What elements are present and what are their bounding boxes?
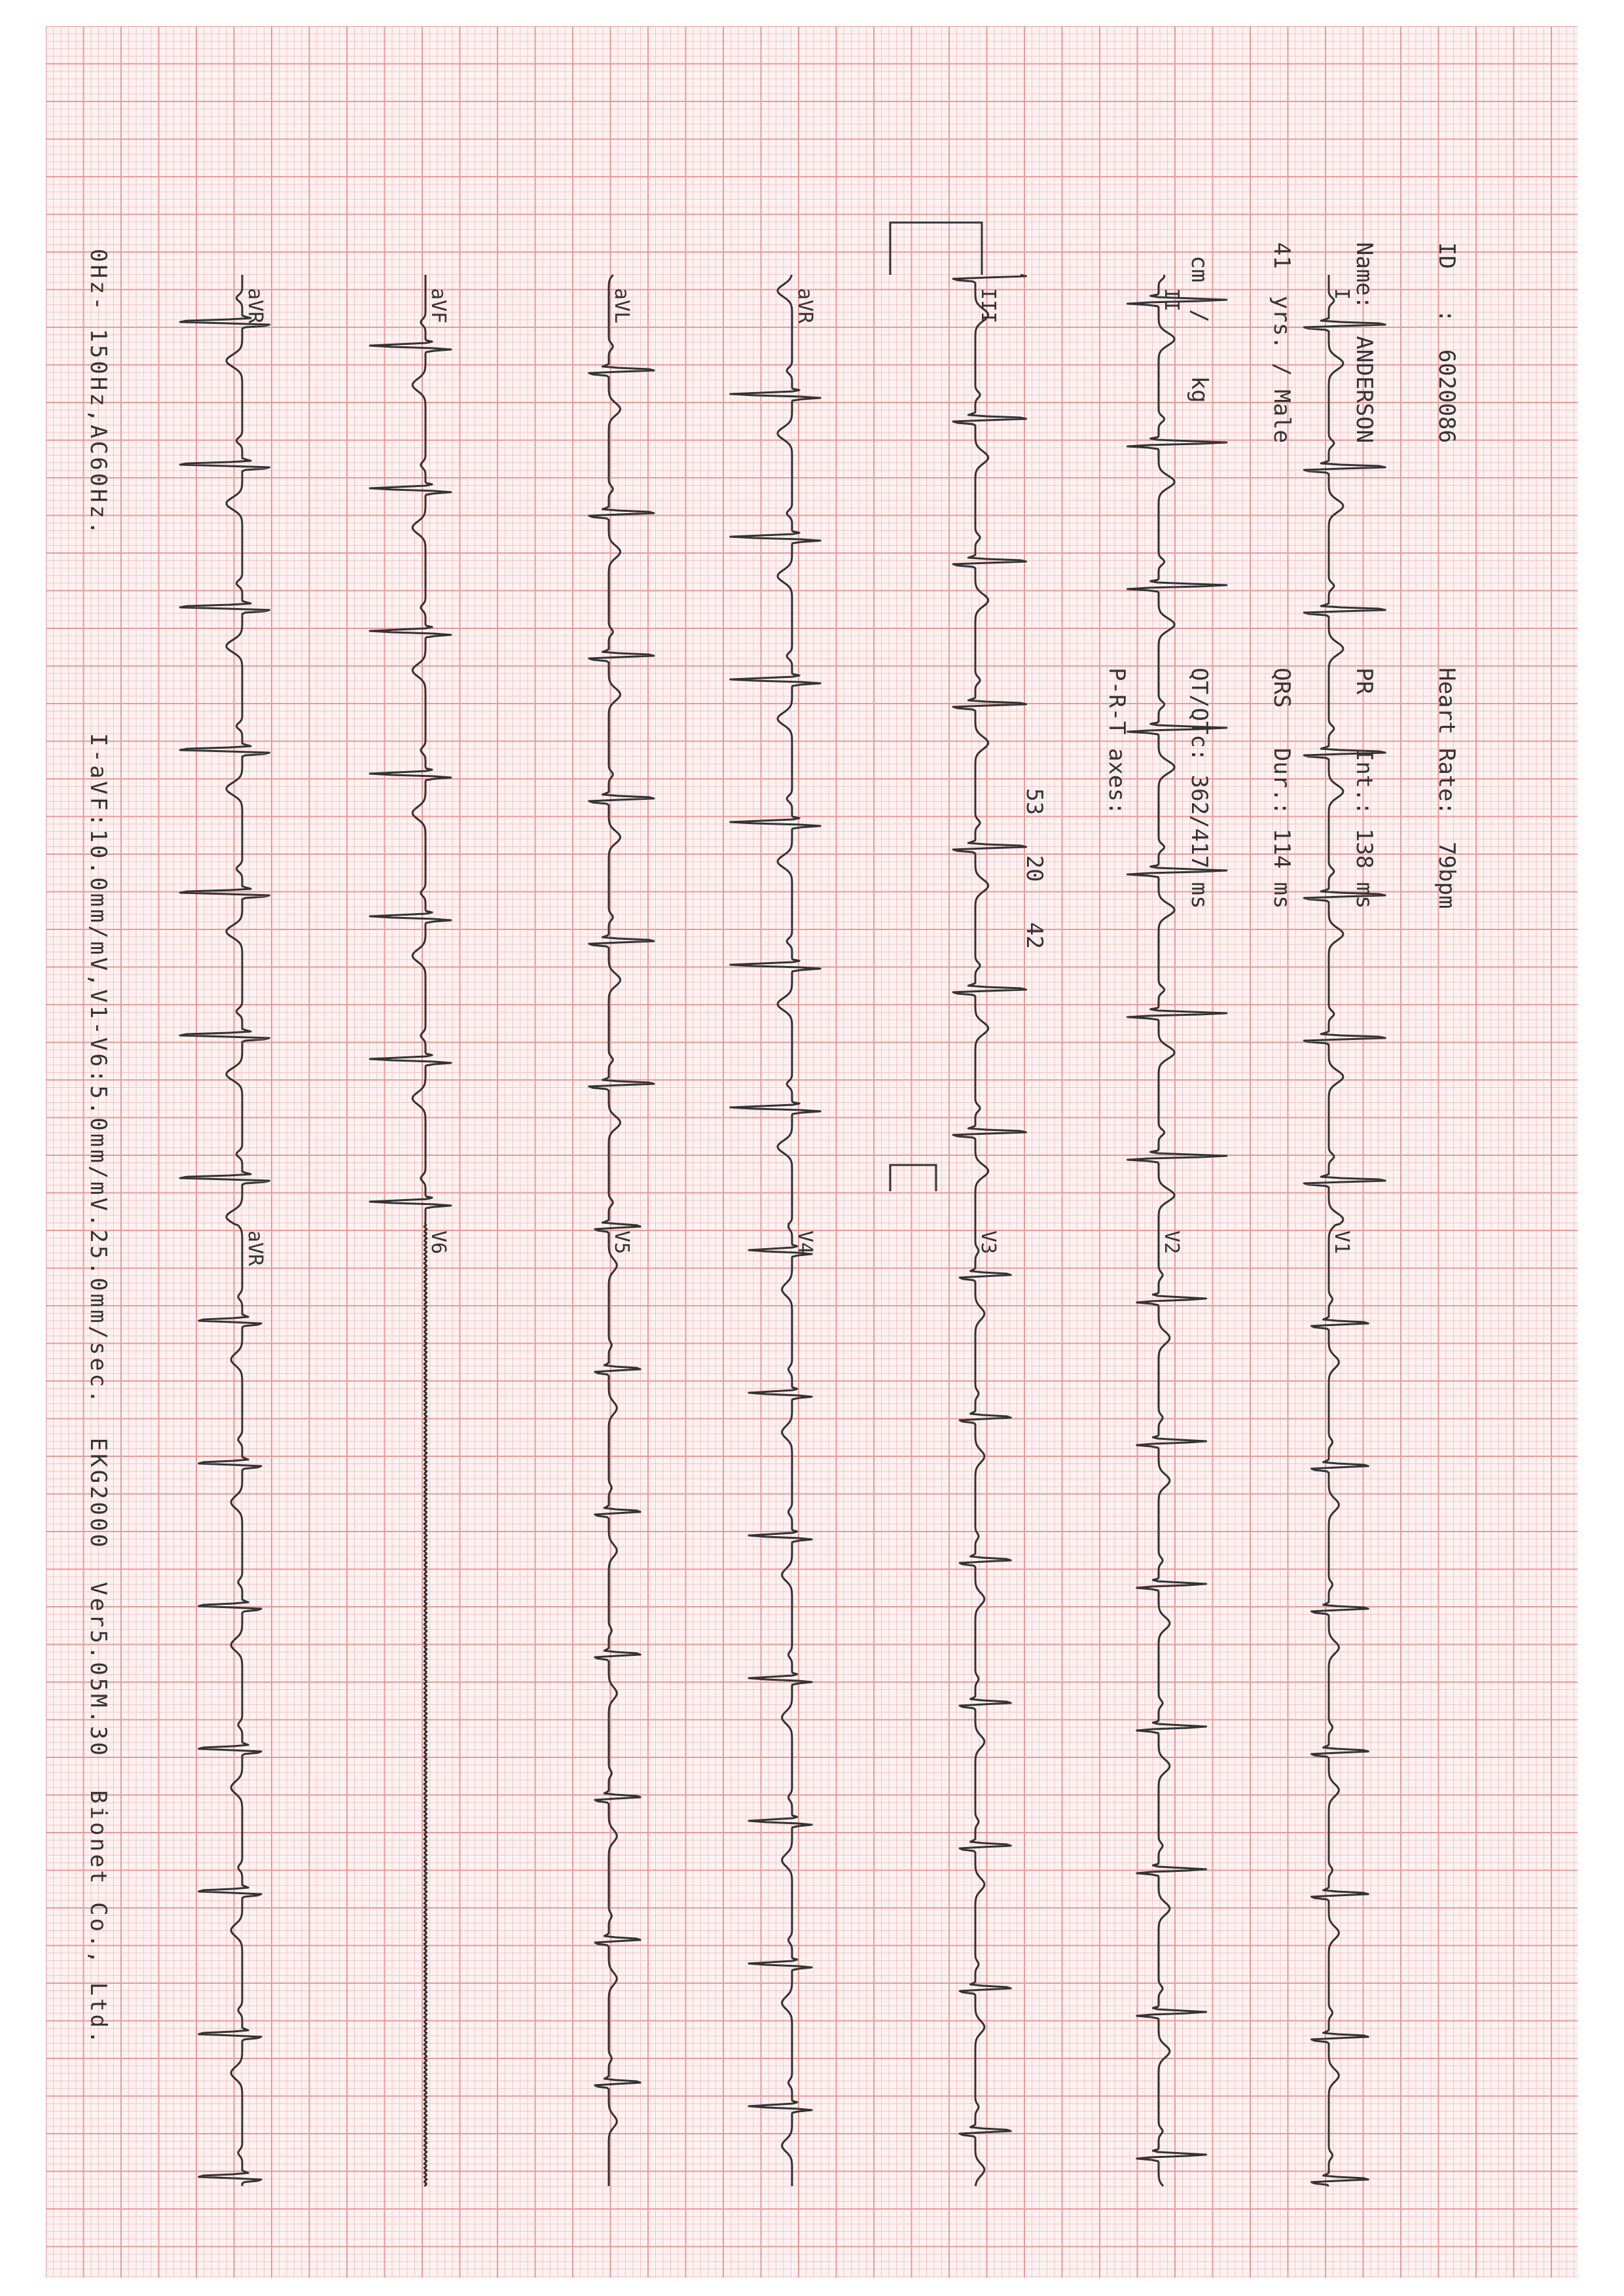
prt-axes-label: P-R-T axes: (1104, 668, 1130, 816)
lead-label-chest: V1 (1330, 1230, 1353, 1255)
patient-info (1130, 242, 1515, 443)
recording-settings: I-aVF:10.0mm/mV,V1-V6:5.0mm/mV.25.0mm/sec. EKG2000 Ver5.05M.30 Bionet Co., Ltd. (85, 733, 111, 2047)
lead-label-chest: aVR (244, 1230, 266, 1266)
lead-label-chest: V6 (427, 1230, 450, 1255)
patient-name: Name: ANDERSON (1351, 242, 1377, 444)
measurements (965, 668, 1515, 949)
lead-label: III (977, 288, 1000, 324)
patient-age-sex: 41 yrs. / Male (1269, 242, 1295, 444)
qt-qtc: QT/QTc: 362/417 ms (1186, 668, 1212, 909)
lead-label-chest: V2 (1160, 1230, 1183, 1255)
lead-label: aVF (427, 288, 450, 324)
qrs-duration: QRS Dur.: 114 ms (1269, 668, 1295, 909)
patient-id: ID : 6020086 (1434, 242, 1460, 444)
prt-axes-values: 53 20 42 (1021, 668, 1047, 949)
lead-label: aVR (244, 288, 266, 324)
patient-height-weight: cm / kg (1186, 242, 1212, 403)
heart-rate: Heart Rate: 79bpm (1434, 668, 1460, 909)
lead-label-chest: V3 (977, 1230, 1000, 1255)
lead-label-chest: V5 (610, 1230, 633, 1255)
lead-label: aVR (793, 288, 816, 324)
lead-label: I (1330, 288, 1353, 300)
pr-interval: PR Int.: 138 ms (1351, 668, 1377, 909)
lead-label-chest: V4 (793, 1230, 816, 1255)
lead-label: aVL (610, 288, 633, 324)
lead-label: II (1160, 288, 1183, 312)
ecg-sheet (46, 26, 1578, 2278)
filter-info: 0Hz- 150Hz,AC60Hz. (85, 249, 111, 537)
